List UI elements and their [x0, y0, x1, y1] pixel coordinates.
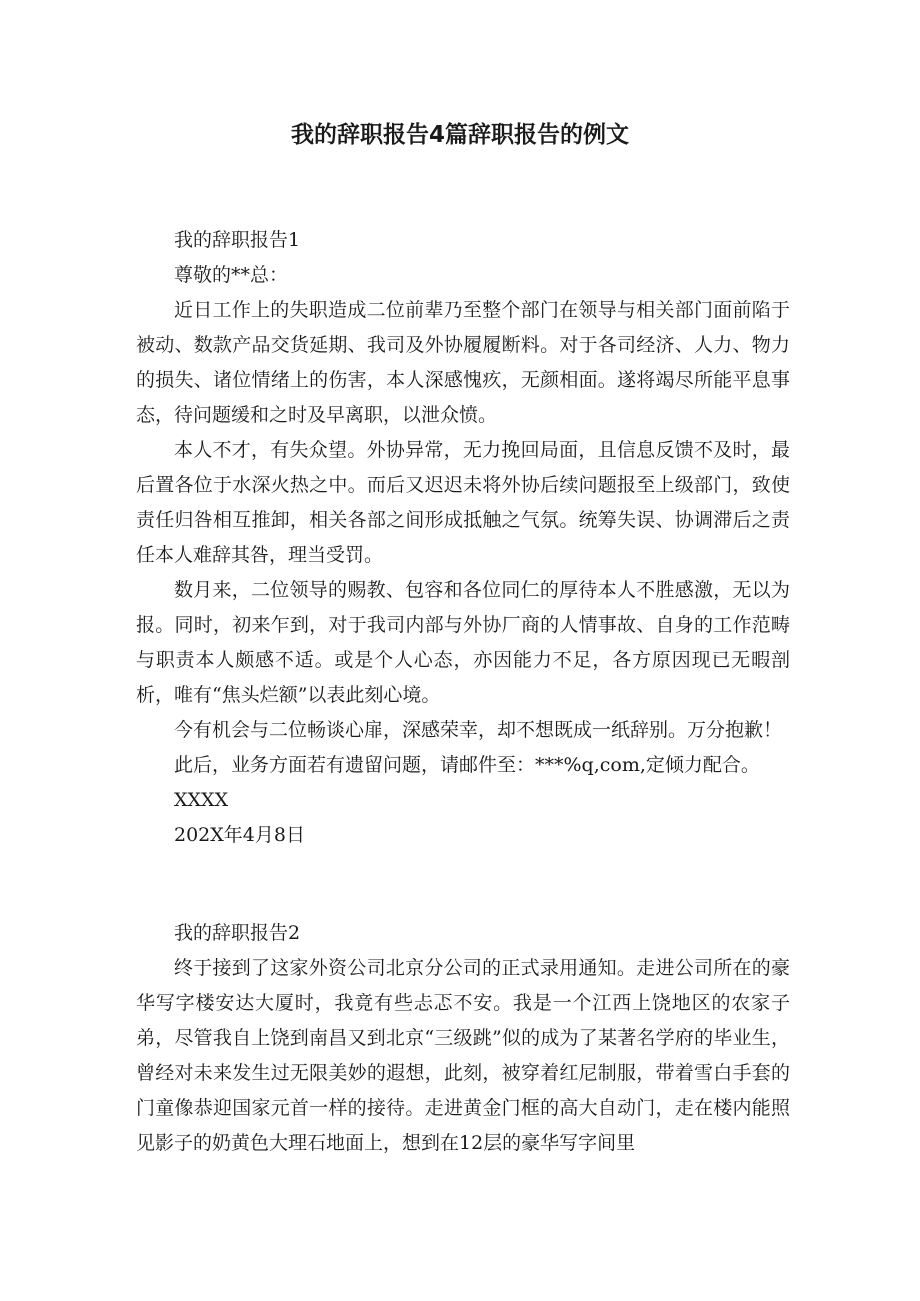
report-1-paragraph: 本人不才，有失众望。外协异常，无力挽回局面，且信息反馈不及时，最后置各位于水深火热之中。而后又迟迟未将外协后续问题报至上级部门，致使责任归咎相互推卸，相关各部之间形成抵触之气氛。统筹失误、协调滞后之责任本人难辞其咎，理当受罚。 — [136, 439, 790, 566]
report-1-paragraph: 近日工作上的失职造成二位前辈乃至整个部门在领导与相关部门面前陷于被动、数款产品交货延期、我司及外协履履断料。对于各司经济、人力、物力的损失、诸位情绪上的伤害，本人深感愧疚，无颜相面。遂将竭尽所能平息事态，待问题缓和之时及早离职，以泄众愤。 — [136, 299, 790, 426]
report-1-signature: XXXX — [174, 789, 229, 811]
document-title: 我的辞职报告4篇辞职报告的例文 — [290, 122, 629, 148]
report-1 — [136, 223, 790, 853]
report-1-paragraph: 数月来，二位领导的赐教、包容和各位同仁的厚待本人不胜感激，无以为报。同时，初来乍到，对于我司内部与外协厂商的人情事故、自身的工作范畴与职责本人颇感不适。或是个人心态，亦因能力不足，各方原因现已无暇剖析，唯有“焦头烂额”以表此刻心境。 — [136, 579, 790, 706]
report-2-paragraph: 终于接到了这家外资公司北京分公司的正式录用通知。走进公司所在的豪华写字楼安达大厦时，我竟有些忐忑不安。我是一个江西上饶地区的农家子弟，尽管我自上饶到南昌又到北京“三级跳”似的成为了某著名学府的毕业生，曾经对未来发生过无限美妙的遐想，此刻，被穿着红尼制服，带着雪白手套的门童像恭迎国家元首一样的接待。走进黄金门框的高大自动门，走在楼内能照见影子的奶黄色大理石地面上，想到在12层的豪华写字间里 — [136, 957, 790, 1154]
report-1-date: 202X年4月8日 — [174, 824, 305, 846]
report-1-salutation: 尊敬的**总： — [174, 264, 289, 286]
report-1-paragraph: 今有机会与二位畅谈心扉，深感荣幸，却不想既成一纸辞别。万分抱歉！ — [174, 719, 783, 741]
report-2 — [136, 916, 790, 1161]
report-2-heading: 我的辞职报告2 — [174, 922, 301, 944]
report-1-heading: 我的辞职报告1 — [174, 229, 301, 251]
report-1-paragraph: 此后，业务方面若有遗留问题，请邮件至：***%q,com,定倾力配合。 — [174, 754, 760, 776]
